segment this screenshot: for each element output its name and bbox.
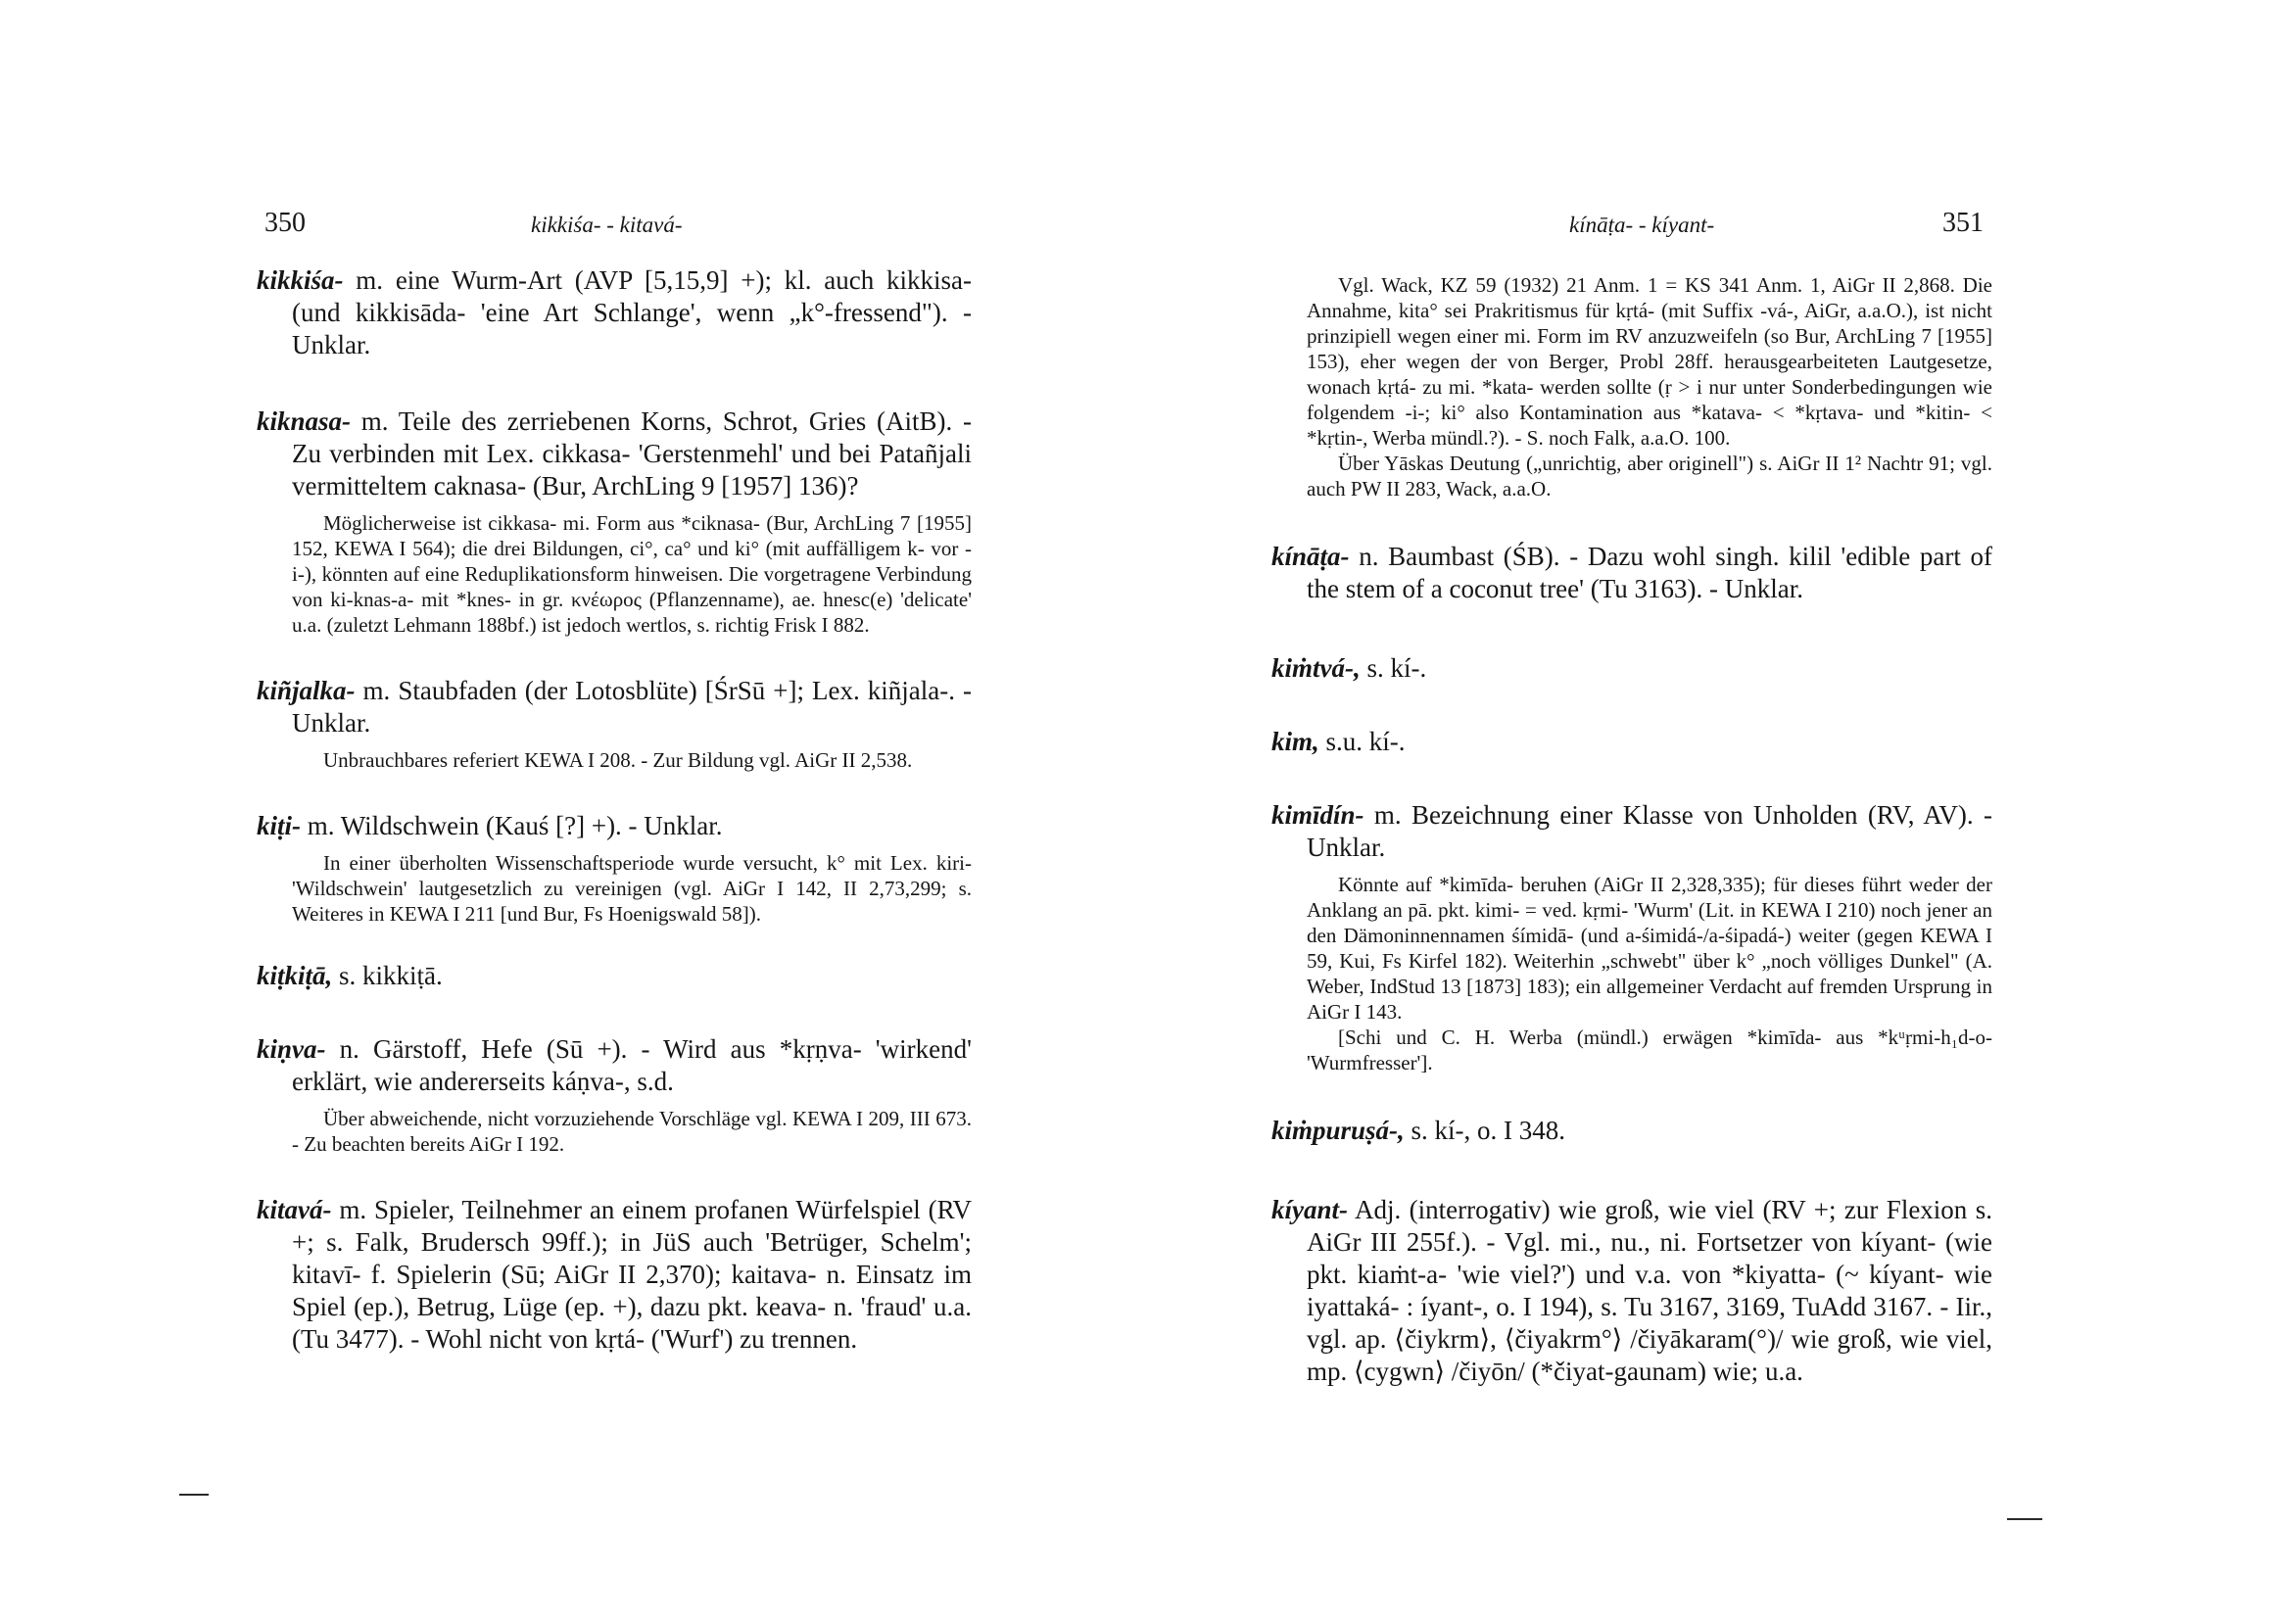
entry-text: n. Gärstoff, Hefe (Sū +). - Wird aus *kṛṇva- 'wirkend' erklärt, wie andererseits káṇva-, s.d. [292,1034,972,1096]
entry-note [257,747,972,773]
lemma: kínāṭa- [1271,542,1350,571]
note-text: Über abweichende, nicht vorzuziehende Vorschläge vgl. KEWA I 209, III 673. - Zu beachten bereits AiGr I 192. [292,1107,972,1156]
right-page [1148,0,2296,1622]
running-head-right: kínāṭa- - kíyant- [1569,213,1715,237]
page-number-right: 351 [1942,208,1984,238]
entry-text: m. Bezeichnung einer Klasse von Unholden (RV, AV). - Unklar. [1307,800,1992,862]
entry-kinva [257,1033,972,1157]
entry-text: s. kikkiṭā. [339,961,443,990]
lemma: kíyant- [1271,1195,1348,1224]
entry-kitkita [257,960,972,992]
entry-kiknasa [257,406,972,638]
entry-text: Adj. (interrogativ) wie groß, wie viel (RV +; zur Flexion s. AiGr III 255f.). - Vgl. mi., nu., ni. Fortsetzer von kíyant- (wie pkt. kiaṁt-a- 'wie viel?') und v.a. von *kiyatta- (~ kíyant- wie iyattaká- : íyant-, o. I 194), s. Tu 3167, 3169, TuAdd 3167. - Iir., vgl. ap. ⟨čiykrm⟩, ⟨čiyakrm°⟩ /čiyākaram(°)/ wie groß, wie viel, mp. ⟨cygwn⟩ /čiyōn/ (*čiyat-gaunam) wie; u.a. [1307,1195,1992,1386]
entry-kiti [257,810,972,927]
entry-note [257,850,972,927]
scan-mark [179,1494,209,1496]
note-text: Könnte auf *kimīda- beruhen (AiGr II 2,328,335); für dieses führt weder der Anklang an pā. pkt. kimi- = ved. kṛmi- 'Wurm' (Lit. in KEWA I 210) noch jener an den Dämoninnennamen śímidā- (und a-śimidá-/a-śipadá-) weiter (gegen KEWA I 59, Kui, Fs Kirfel 182). Weiterhin „schwebt" über k° „noch völliges Dunkel" (A. Weber, IndStud 13 [1873] 183); ein allgemeiner Verdacht auf fremden Ursprung in AiGr I 143. [1307,873,1992,1024]
note-text: Unbrauchbares referiert KEWA I 208. - Zur Bildung vgl. AiGr II 2,538. [323,748,913,772]
lemma: kikkiśa- [257,265,344,295]
entry-text: s. kí-. [1366,653,1427,683]
lemma: kiknasa- [257,406,352,436]
lemma: kitavá- [257,1195,332,1224]
note-text: Möglicherweise ist cikkasa- mi. Form aus *ciknasa- (Bur, ArchLing 7 [1955] 152, KEWA I 564); die drei Bildungen, ci°, ca° und ki° (mit auffälligem k- vor -i-), könnten auf eine Reduplikationsform hinweisen. Die vorgetragene Verbindung von ki-knas-a- mit *knes- in gr. κνέωρος (Pflanzenname), ae. hnesc(e) 'delicate' u.a. (zuletzt Lehmann 188bf.) ist jedoch wertlos, s. richtig Frisk I 882. [292,511,972,637]
note-text: Über Yāskas Deutung („unrichtig, aber originell") s. AiGr II 1² Nachtr 91; vgl. auch PW II 283, Wack, a.a.O. [1307,452,1992,501]
entry-text: s. kí-, o. I 348. [1411,1116,1566,1145]
entry-kinata [1271,541,1992,605]
entry-kitava [257,1194,972,1356]
page-number-left: 350 [264,208,306,238]
entry-kikkisa [257,264,972,361]
entry-kimidin [1271,799,1992,1075]
note-text: In einer überholten Wissenschaftsperiode wurde versucht, k° mit Lex. kiri- 'Wildschwein' lautgesetzlich zu vereinigen (vgl. AiGr I 142, II 2,73,299; s. Weiteres in KEWA I 211 [und Bur, Fs Hoenigswald 58]). [292,851,972,926]
note-text: [Schi und C. H. Werba (mündl.) erwägen *kimīda- aus *kᵘṛmi-h₁d-o- 'Wurmfresser']. [1307,1026,1992,1074]
entry-text: m. Teile des zerriebenen Korns, Schrot, Gries (AitB). - Zu verbinden mit Lex. cikkasa- 'Gerstenmehl' und bei Patañjali vermitteltem caknasa- (Bur, ArchLing 9 [1957] 136)? [292,406,972,501]
continuation-note [1271,272,1992,501]
lemma: kiñjalka- [257,676,356,705]
lemma: kiṁtvá-, [1271,653,1361,683]
entry-text: m. Wildschwein (Kauś [?] +). - Unklar. [307,811,723,840]
entry-kimpurusa [1271,1115,1992,1147]
lemma: kimīdín- [1271,800,1364,830]
entry-text: m. eine Wurm-Art (AVP [5,15,9] +); kl. auch kikkisa- (und kikkisāda- 'eine Art Schlange', wenn „k°-fressend"). - Unklar. [292,265,973,359]
entry-note [257,510,972,638]
lemma: kiṁpuruṣá-, [1271,1116,1405,1145]
entry-kinjalka [257,675,972,773]
lemma: kiṭkiṭā, [257,961,333,990]
running-head-left: kikkiśa- - kitavá- [531,213,683,237]
lemma: kiṇva- [257,1034,326,1064]
entry-kimtva [1271,652,1992,685]
scan-mark [2007,1518,2042,1520]
entry-text: m. Spieler, Teilnehmer an einem profanen Würfelspiel (RV +; s. Falk, Brudersch 99ff.); in JüS auch 'Betrüger, Schelm'; kitavī- f. Spielerin (Sū; AiGr II 2,370); kaitava- n. Einsatz im Spiel (ep.), Betrug, Lüge (ep. +), dazu pkt. keava- n. 'fraud' u.a. (Tu 3477). - Wohl nicht von kṛtá- ('Wurf') zu trennen. [292,1195,972,1354]
lemma: kiṭi- [257,811,301,840]
lemma: kim, [1271,727,1319,756]
right-column [1271,272,1992,1388]
left-column [257,264,972,1356]
entry-text: s.u. kí-. [1325,727,1406,756]
entry-text: n. Baumbast (ŚB). - Dazu wohl singh. kilil 'edible part of the stem of a coconut tree' (Tu 3163). - Unklar. [1307,542,1992,603]
entry-kiyant [1271,1194,1992,1388]
entry-kim [1271,726,1992,758]
entry-text: m. Staubfaden (der Lotosblüte) [ŚrSū +]; Lex. kiñjala-. - Unklar. [292,676,973,738]
entry-note [1271,872,1992,1075]
entry-note [257,1106,972,1157]
note-text: Vgl. Wack, KZ 59 (1932) 21 Anm. 1 = KS 341 Anm. 1, AiGr II 2,868. Die Annahme, kita° sei Prakritismus für kṛtá- (mit Suffix -vá-, AiGr, a.a.O.), ist nicht prinzipiell wegen einer mi. Form im RV anzuzweifeln (so Bur, ArchLing 7 [1955] 153), eher wegen der von Berger, Probl 28ff. herausgearbeiteten Lautgesetze, wonach kṛtá- zu mi. *kata- werden sollte (ṛ > i nur unter Sonderbedingungen wie folgendem -i-; ki° also Kontamination aus *katava- < *kṛtava- und *kitin- < *kṛtin-, Werba mündl.?). - S. noch Falk, a.a.O. 100. [1307,273,1992,450]
